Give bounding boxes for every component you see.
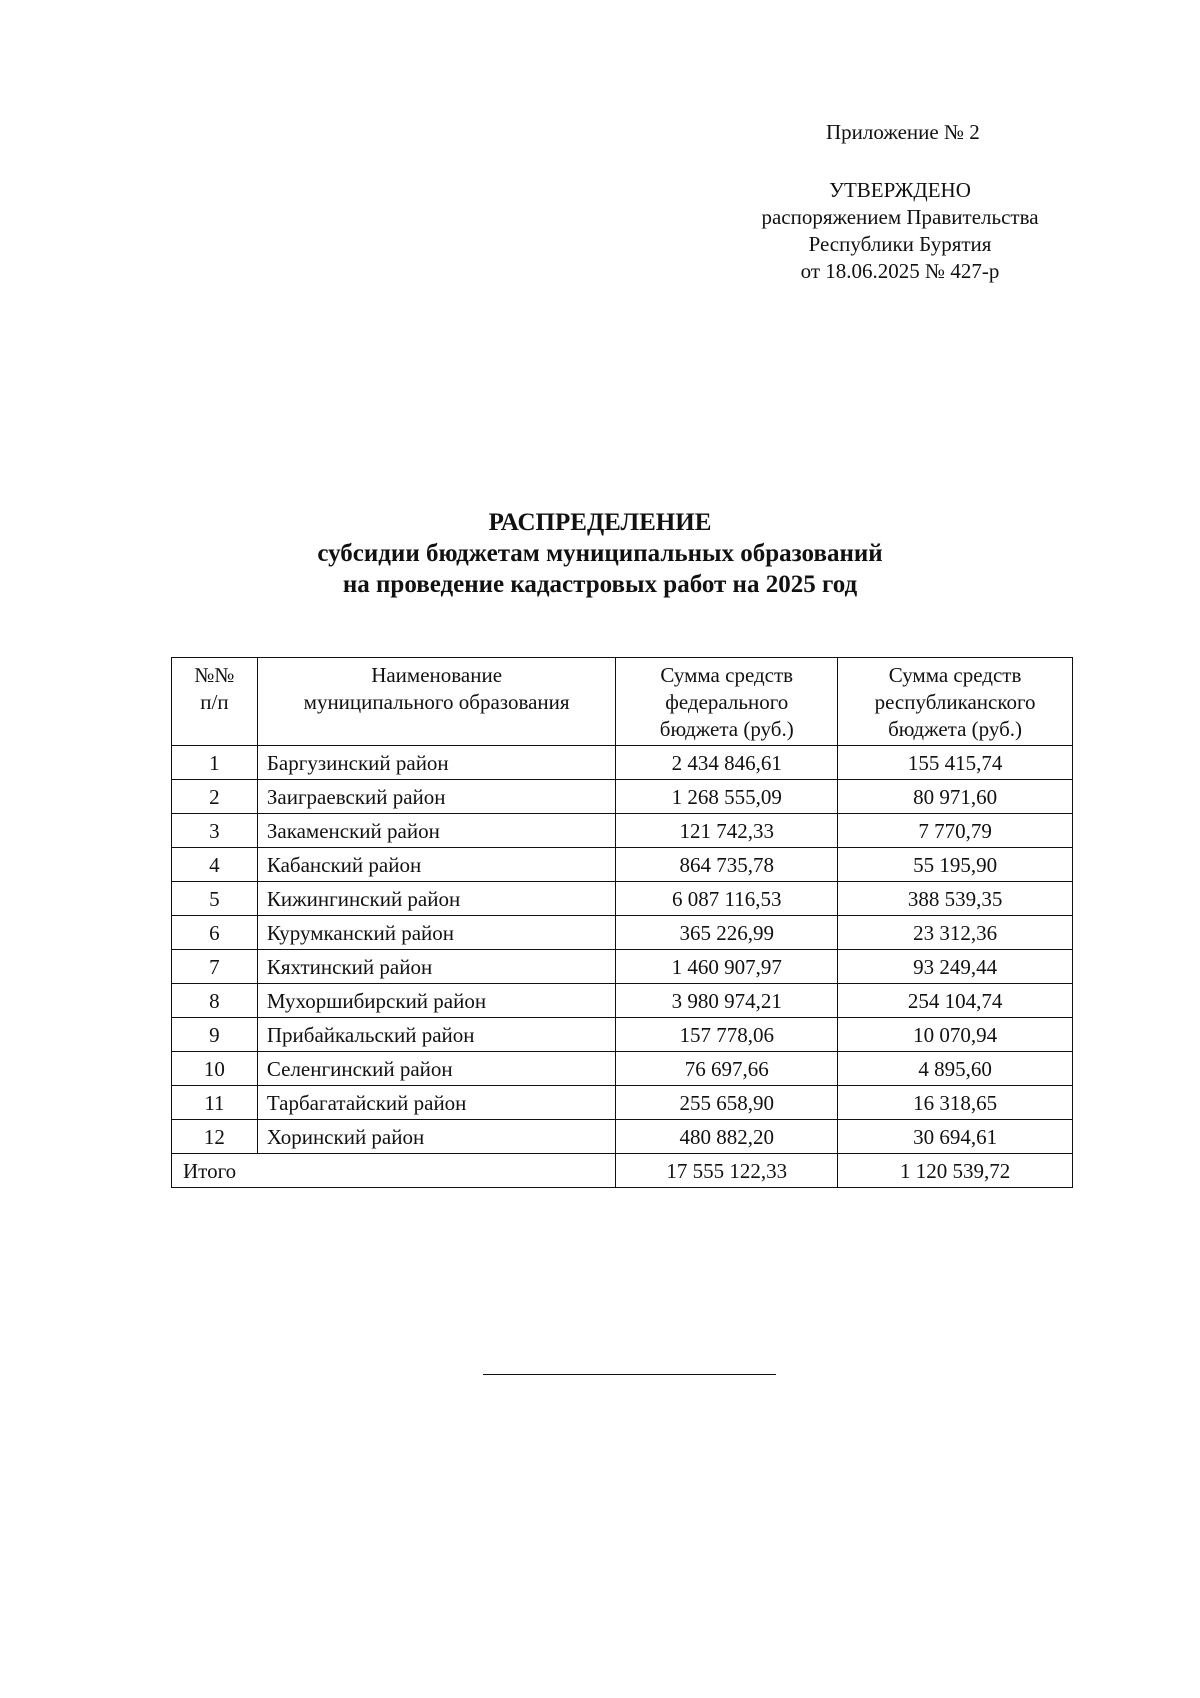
table-row — [172, 814, 1073, 848]
appendix-label — [700, 118, 1100, 146]
row-federal: 157 778,06 — [616, 1018, 838, 1052]
row-federal: 6 087 116,53 — [616, 882, 838, 916]
row-number: 6 — [172, 916, 258, 950]
row-federal: 1 268 555,09 — [616, 780, 838, 814]
row-republic: 10 070,94 — [838, 1018, 1073, 1052]
header-text: Сумма средств — [888, 663, 1022, 687]
header-text: бюджета (руб.) — [888, 717, 1023, 741]
table-row — [172, 848, 1073, 882]
header-text: бюджета (руб.) — [659, 717, 794, 741]
row-number: 9 — [172, 1018, 258, 1052]
table-row — [172, 1086, 1073, 1120]
distribution-table — [171, 657, 1073, 1188]
row-republic: 388 539,35 — [838, 882, 1073, 916]
table-row — [172, 1052, 1073, 1086]
row-name: Хоринский район — [257, 1120, 616, 1154]
row-name: Тарбагатайский район — [257, 1086, 616, 1120]
header-text: муниципального образования — [303, 690, 570, 714]
row-federal: 1 460 907,97 — [616, 950, 838, 984]
row-name: Кяхтинский район — [257, 950, 616, 984]
table-row — [172, 1120, 1073, 1154]
appendix-number: Приложение № 2 — [826, 120, 980, 144]
header-text: №№ — [194, 663, 235, 687]
table-row — [172, 882, 1073, 916]
row-republic: 4 895,60 — [838, 1052, 1073, 1086]
row-federal: 365 226,99 — [616, 916, 838, 950]
title-line: РАСПРЕДЕЛЕНИЕ — [488, 509, 712, 536]
row-federal: 121 742,33 — [616, 814, 838, 848]
row-number: 3 — [172, 814, 258, 848]
table-row — [172, 780, 1073, 814]
table-header-row — [172, 658, 1073, 746]
approval-line: распоряжением Правительства — [761, 205, 1039, 229]
row-name: Кабанский район — [257, 848, 616, 882]
row-republic: 30 694,61 — [838, 1120, 1073, 1154]
row-number: 1 — [172, 746, 258, 780]
approval-line: Республики Бурятия — [808, 232, 992, 256]
row-federal: 864 735,78 — [616, 848, 838, 882]
row-number: 5 — [172, 882, 258, 916]
row-name: Мухоршибирский район — [257, 984, 616, 1018]
header-text: федерального — [665, 690, 789, 714]
row-number: 10 — [172, 1052, 258, 1086]
approval-line: УТВЕРЖДЕНО — [829, 178, 971, 202]
row-name: Закаменский район — [257, 814, 616, 848]
total-republic: 1 120 539,72 — [838, 1154, 1073, 1188]
total-federal: 17 555 122,33 — [616, 1154, 838, 1188]
table-row — [172, 916, 1073, 950]
row-name: Прибайкальский район — [257, 1018, 616, 1052]
header-name — [257, 658, 616, 746]
row-number: 8 — [172, 984, 258, 1018]
table-row — [172, 950, 1073, 984]
row-name: Баргузинский район — [257, 746, 616, 780]
approval-line: от 18.06.2025 № 427-р — [800, 259, 1000, 283]
header-text: Сумма средств — [660, 663, 794, 687]
row-name: Курумканский район — [257, 916, 616, 950]
header-text: Наименование — [371, 663, 503, 687]
header-text: п/п — [200, 690, 229, 714]
row-name: Кижингинский район — [257, 882, 616, 916]
total-row — [172, 1154, 1073, 1188]
row-name: Селенгинский район — [257, 1052, 616, 1086]
total-label: Итого — [172, 1154, 616, 1188]
header-text: республиканского — [874, 690, 1036, 714]
row-republic: 155 415,74 — [838, 746, 1073, 780]
row-number: 7 — [172, 950, 258, 984]
closing-rule — [483, 1374, 776, 1375]
title-line: на проведение кадастровых работ на 2025 год — [342, 571, 858, 598]
row-republic: 16 318,65 — [838, 1086, 1073, 1120]
row-federal: 76 697,66 — [616, 1052, 838, 1086]
row-republic: 93 249,44 — [838, 950, 1073, 984]
row-republic: 55 195,90 — [838, 848, 1073, 882]
row-republic: 7 770,79 — [838, 814, 1073, 848]
row-republic: 23 312,36 — [838, 916, 1073, 950]
row-federal: 480 882,20 — [616, 1120, 838, 1154]
row-federal: 3 980 974,21 — [616, 984, 838, 1018]
row-republic: 254 104,74 — [838, 984, 1073, 1018]
row-number: 4 — [172, 848, 258, 882]
title-line: субсидии бюджетам муниципальных образований — [317, 540, 883, 567]
approval-block — [700, 177, 1100, 285]
header-number — [172, 658, 258, 746]
table-row — [172, 1018, 1073, 1052]
row-federal: 2 434 846,61 — [616, 746, 838, 780]
row-republic: 80 971,60 — [838, 780, 1073, 814]
table-row — [172, 984, 1073, 1018]
row-number: 2 — [172, 780, 258, 814]
header-federal — [616, 658, 838, 746]
table-row — [172, 746, 1073, 780]
header-republic — [838, 658, 1073, 746]
row-number: 11 — [172, 1086, 258, 1120]
row-number: 12 — [172, 1120, 258, 1154]
row-name: Заиграевский район — [257, 780, 616, 814]
row-federal: 255 658,90 — [616, 1086, 838, 1120]
document-title — [0, 507, 1200, 600]
